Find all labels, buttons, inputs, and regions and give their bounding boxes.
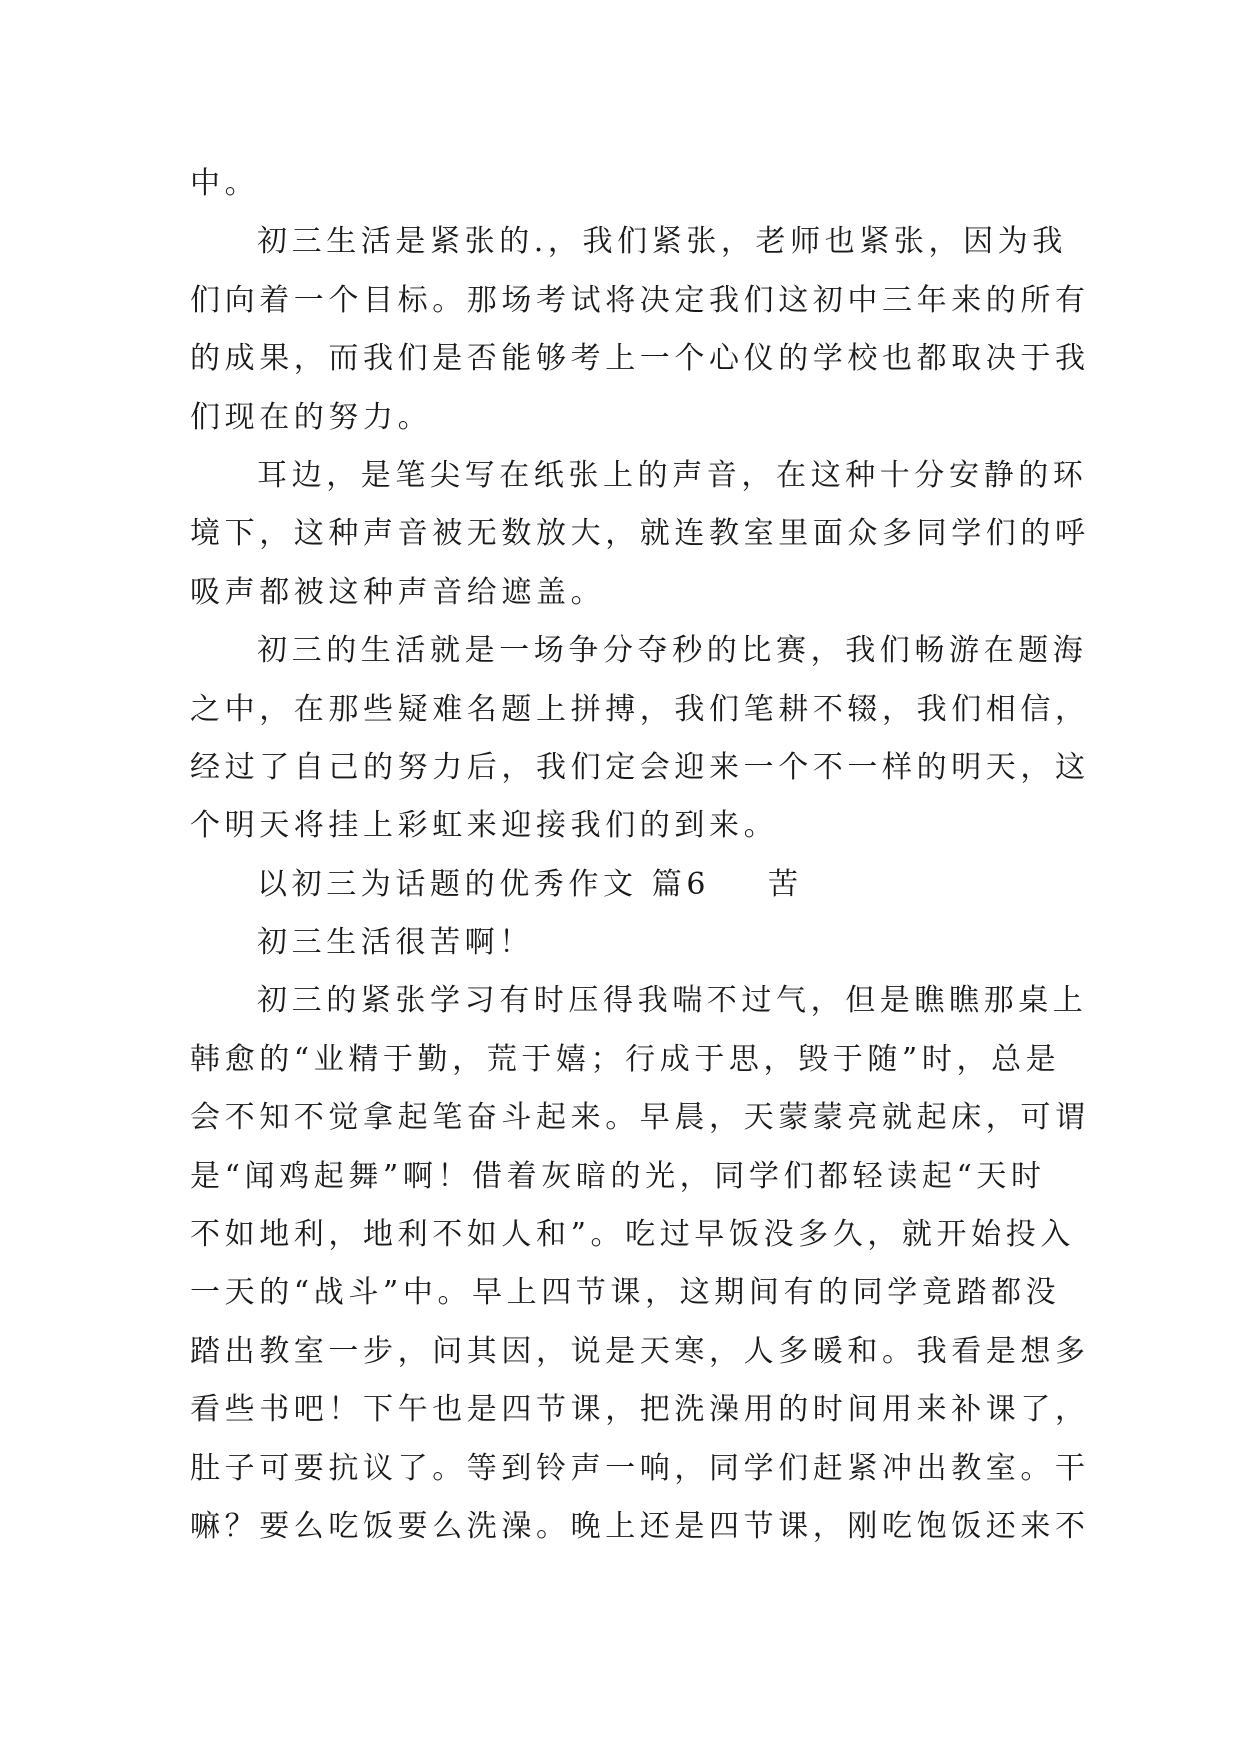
- text-line: 经过了自己的努力后，我们定会迎来一个不一样的明天，这: [190, 749, 1090, 785]
- paragraph-start-line: 初三生活很苦啊！: [257, 925, 534, 961]
- text-line: 肚子可要抗议了。等到铃声一响，同学们赶紧冲出教室。干: [190, 1450, 1090, 1486]
- text-line: 中。: [190, 166, 260, 201]
- text-line: 看些书吧！下午也是四节课，把洗澡用的时间用来补课了，: [190, 1392, 1090, 1428]
- section-subtitle: 苦: [768, 866, 803, 902]
- text-line: 个明天将挂上彩虹来迎接我们的到来。: [190, 808, 779, 844]
- paragraph-start-line: 初三生活是紧张的.，我们紧张，老师也紧张，因为我: [257, 224, 1067, 260]
- text-line: 吸声都被这种声音给遮盖。: [190, 574, 606, 610]
- document-body: [190, 155, 1090, 1556]
- text-line: 是“闻鸡起舞”啊！借着灰暗的光，同学们都轻读起“天时: [190, 1158, 1046, 1194]
- text-line: 的成果，而我们是否能够考上一个心仪的学校也都取决于我: [190, 341, 1090, 377]
- text-line: 们向着一个目标。那场考试将决定我们这初中三年来的所有: [190, 282, 1090, 318]
- paragraph-start-line: 耳边，是笔尖写在纸张上的声音，在这种十分安静的环: [257, 457, 1088, 493]
- text-line: 嘛？要么吃饭要么洗澡。晚上还是四节课，刚吃饱饭还来不: [190, 1508, 1090, 1544]
- text-line: 们现在的努力。: [190, 399, 433, 435]
- paragraph-start-line: 初三的生活就是一场争分夺秒的比赛，我们畅游在题海: [257, 633, 1088, 669]
- text-line: 踏出教室一步，问其因，说是天寒，人多暖和。我看是想多: [190, 1333, 1090, 1369]
- section-title: 以初三为话题的优秀作文 篇6: [257, 866, 711, 902]
- text-line: 会不知不觉拿起笔奋斗起来。早晨，天蒙蒙亮就起床，可谓: [190, 1100, 1090, 1136]
- text-line: 之中，在那些疑难名题上拼搏，我们笔耕不辍，我们相信，: [190, 691, 1090, 727]
- text-line: 境下，这种声音被无数放大，就连教室里面众多同学们的呼: [190, 516, 1090, 552]
- paragraph-start-line: 初三的紧张学习有时压得我喘不过气，但是瞧瞧那桌上: [257, 983, 1088, 1019]
- text-line: 一天的“战斗”中。早上四节课，这期间有的同学竟踏都没: [190, 1275, 1061, 1311]
- section-heading: [190, 856, 1090, 914]
- text-line: 不如地利，地利不如人和”。吃过早饭没多久，就开始投入: [190, 1217, 1075, 1253]
- text-line: 韩愈的“业精于勤，荒于嬉；行成于思，毁于随”时，总是: [190, 1041, 1061, 1077]
